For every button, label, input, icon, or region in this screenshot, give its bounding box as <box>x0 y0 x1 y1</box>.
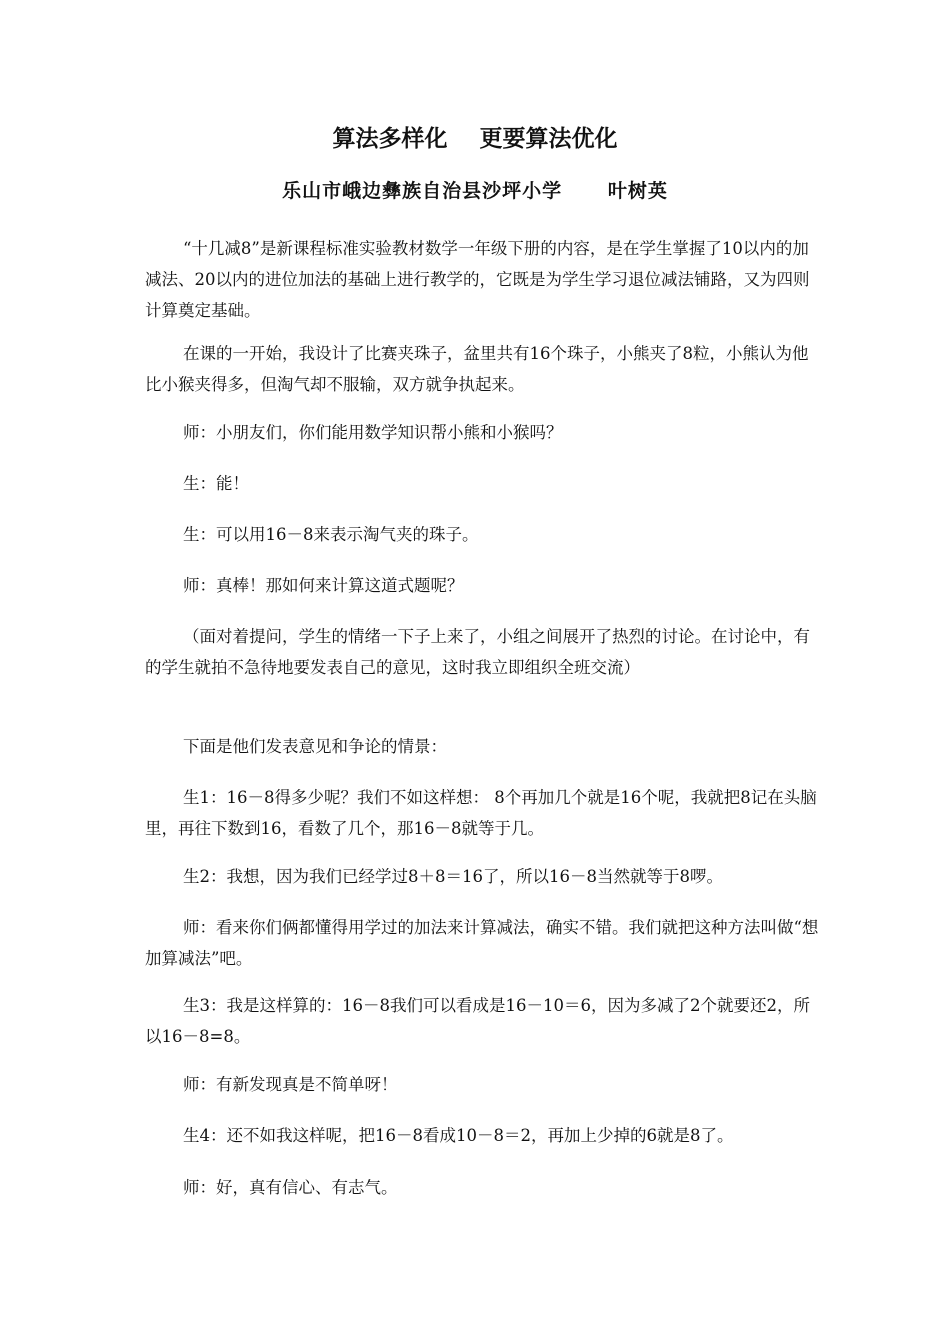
paragraph-intro: “十几减8”是新课程标准实验教材数学一年级下册的内容，是在学生掌握了10以内的加减法、20以内的进位加法的基础上进行教学的，它既是为学生学习退位减法铺路，又为四则计算奠定基础。 <box>145 239 810 320</box>
paragraph-discussion: （面对着提问，学生的情绪一下子上来了，小组之间展开了热烈的讨论。在讨论中，有的学生就拍不急待地要发表自己的意见，这时我立即组织全班交流） <box>145 627 810 677</box>
document-subtitle: 乐山市峨边彝族自治县沙坪小学 叶树英 <box>282 180 668 202</box>
paragraph-student-2: 生2：我想，因为我们已经学过8＋8＝16了，所以16－8当然就等于8啰。 <box>183 867 723 886</box>
paragraph-student-answer: 生：能！ <box>183 474 249 493</box>
paragraph-student-expression: 生：可以用16－8来表示淘气夹的珠子。 <box>183 525 479 544</box>
document-title: 算法多样化 更要算法优化 <box>332 126 618 152</box>
paragraph-teacher-remark: 师：有新发现真是不简单呀！ <box>183 1075 398 1094</box>
paragraph-teacher-comment: 师：看来你们俩都懂得用学过的加法来计算减法，确实不错。我们就把这种方法叫做“想加算减法”吧。 <box>145 918 819 968</box>
paragraph-student-3: 生3：我是这样算的：16－8我们可以看成是16－10＝6，因为多减了2个就要还2，所以16－8=8。 <box>145 996 810 1046</box>
paragraph-teacher-question: 师：小朋友们，你们能用数学知识帮小熊和小猴吗？ <box>183 423 563 442</box>
paragraph-lesson-start: 在课的一开始，我设计了比赛夹珠子，盆里共有16个珠子，小熊夹了8粒，小熊认为他比小猴夹得多，但淘气却不服输，双方就争执起来。 <box>145 344 809 394</box>
paragraph-student-1: 生1：16－8得多少呢？我们不如这样想： 8个再加几个就是16个呢，我就把8记在头脑里，再往下数到16，看数了几个，那16－8就等于几。 <box>145 788 817 838</box>
paragraph-teacher-praise: 师：真棒！那如何来计算这道式题呢？ <box>183 576 464 595</box>
paragraph-debate-intro: 下面是他们发表意见和争论的情景： <box>183 737 447 756</box>
paragraph-teacher-closing: 师：好，真有信心、有志气。 <box>183 1178 398 1197</box>
paragraph-student-4: 生4：还不如我这样呢，把16－8看成10－8＝2，再加上少掉的6就是8了。 <box>183 1126 734 1145</box>
